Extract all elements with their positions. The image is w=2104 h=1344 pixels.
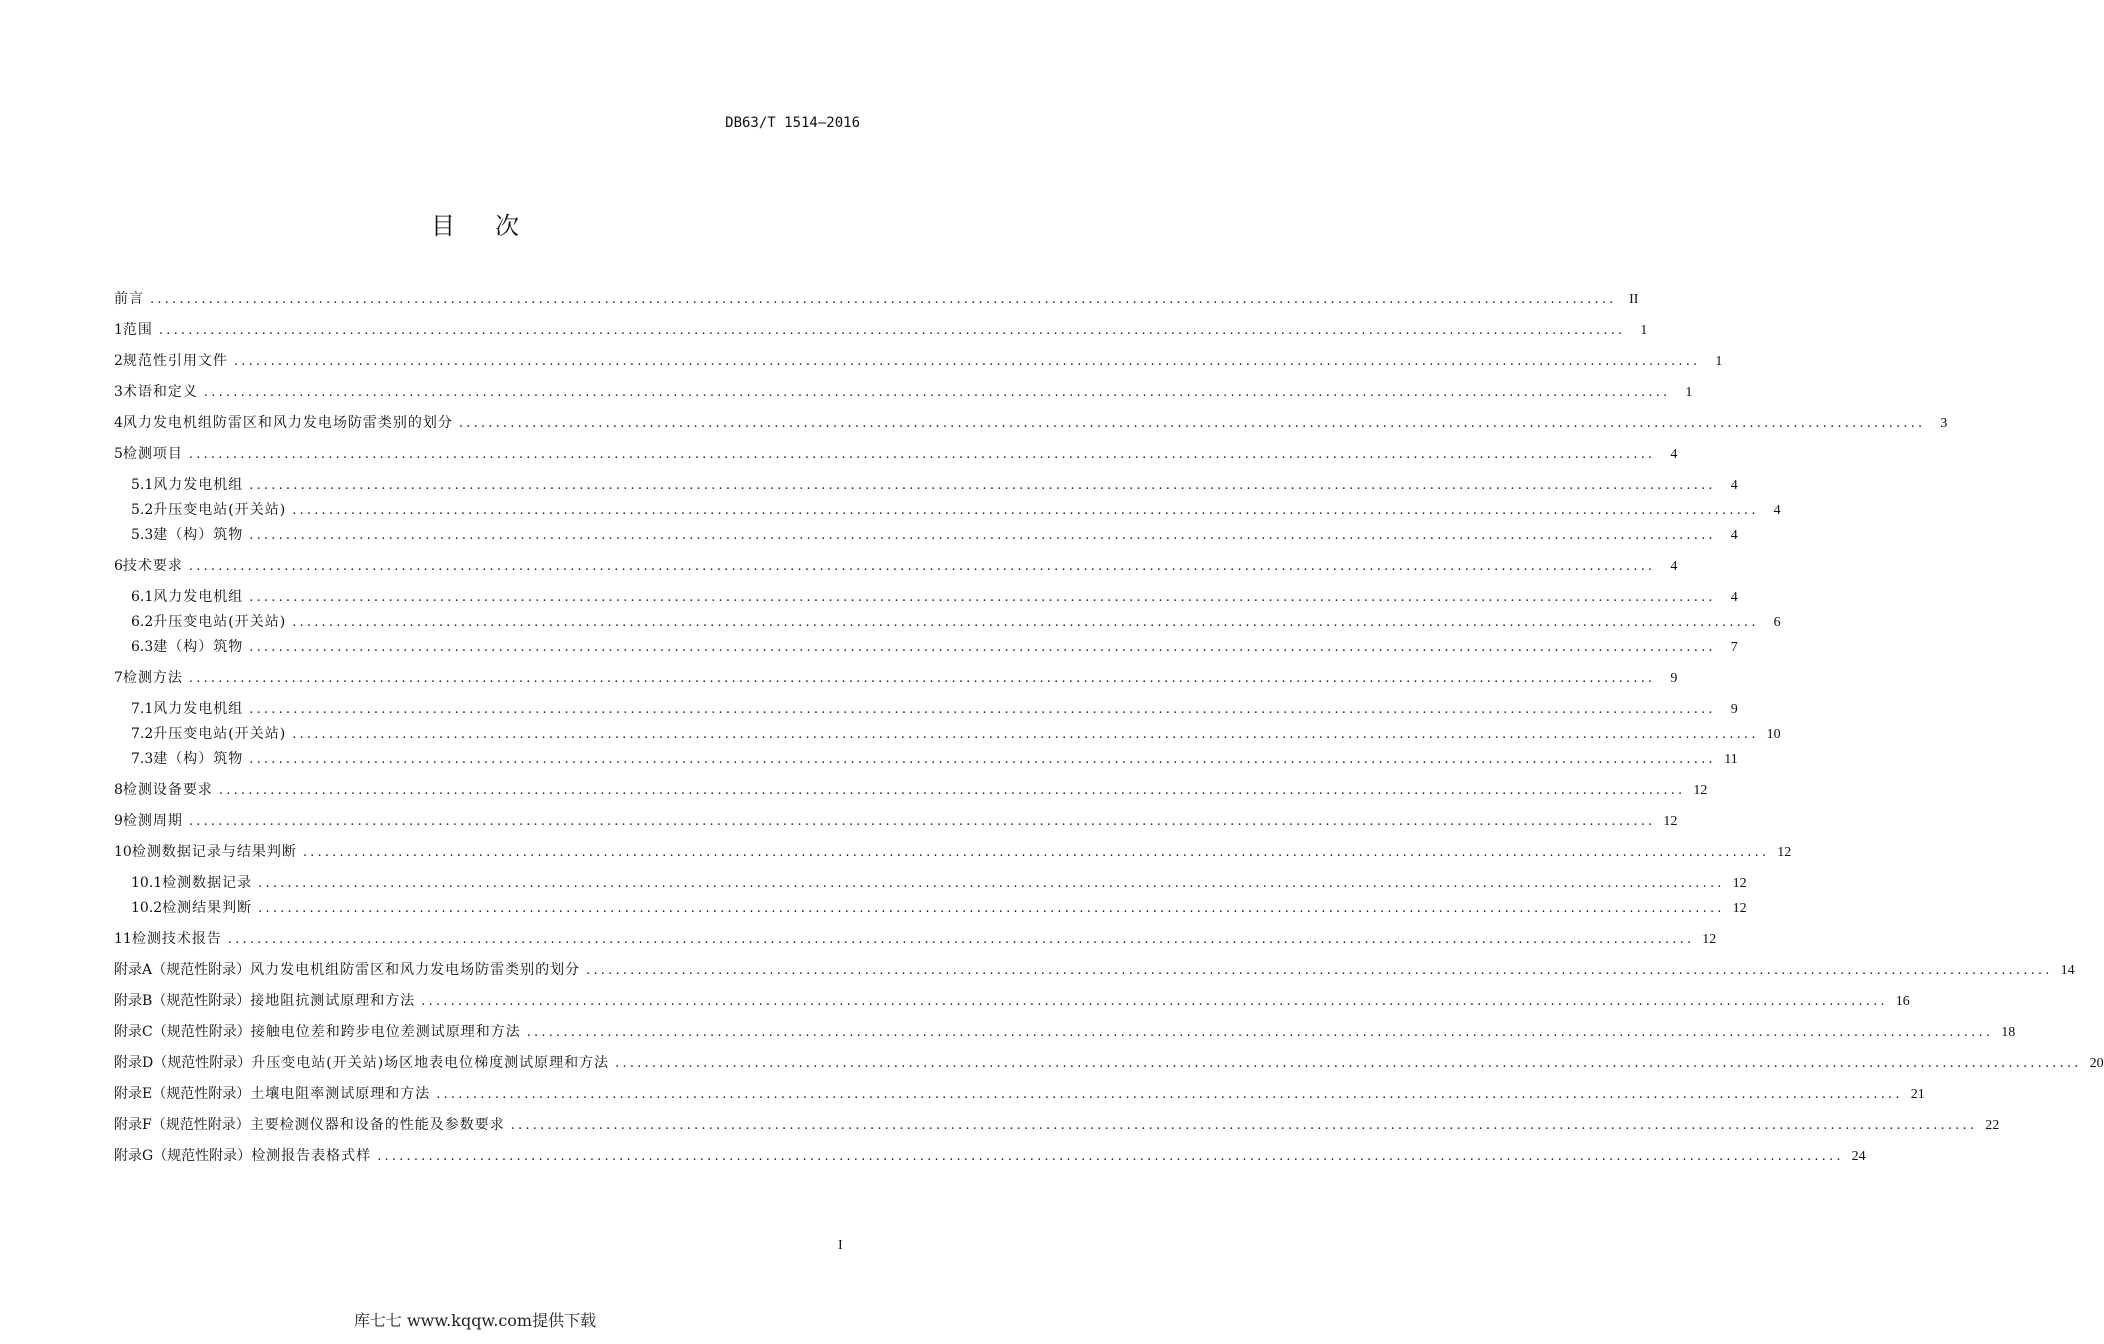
toc-entry[interactable] (114, 636, 1738, 655)
toc-entry-number: 6.3 (131, 639, 154, 655)
toc-entry[interactable] (114, 698, 1738, 717)
toc-entry[interactable] (114, 872, 1747, 891)
toc-entry-page: 4 (1730, 590, 1738, 605)
dot-leader: ........................................................................................................................................................................................................ (158, 323, 1626, 338)
dot-leader: ........................................................................................................................................................................................................ (249, 702, 1716, 717)
toc-entry-title: 建（构）筑物 (153, 639, 244, 655)
toc-entry-page: 4 (1670, 447, 1678, 462)
toc-entry-page: 12 (1693, 783, 1708, 798)
toc-entry-number: 1 (114, 322, 123, 338)
toc-entry-title: 检测项目 (122, 446, 183, 462)
dot-leader: ........................................................................................................................................................................................................ (615, 1056, 2082, 1071)
toc-entry-number: 7 (114, 670, 123, 686)
toc-entry-page: 3 (1940, 416, 1948, 431)
toc-entry-title: 主要检测仪器和设备的性能及参数要求 (249, 1117, 505, 1133)
toc-entry-title: 风力发电机组 (153, 477, 244, 493)
toc-entry-number: 6.2 (131, 614, 154, 630)
toc-entry-title: 风力发电机组 (153, 589, 244, 605)
toc-entry-number: 5 (114, 446, 123, 462)
toc-entry-title: 升压变电站(开关站) (153, 614, 287, 630)
toc-entry-title: 检测数据记录与结果判断 (131, 844, 297, 860)
toc-entry-number: 9 (114, 813, 123, 829)
toc-entry[interactable] (114, 897, 1747, 916)
toc-entry-number: 附录A（规范性附录） (114, 962, 251, 978)
toc-entry-number: 附录G（规范性附录） (114, 1148, 252, 1164)
toc-entry[interactable] (114, 350, 1723, 369)
toc-entry-number: 附录B（规范性附录） (114, 993, 251, 1009)
dot-leader: ........................................................................................................................................................................................................ (188, 814, 1656, 829)
toc-entry-page: 24 (1851, 1149, 1866, 1164)
dot-leader: ........................................................................................................................................................................................................ (150, 292, 1617, 307)
toc-entry[interactable] (114, 1114, 2000, 1133)
toc-entry[interactable] (114, 990, 1910, 1009)
toc-entry-number: 5.2 (131, 502, 154, 518)
dot-leader: ........................................................................................................................................................................................................ (292, 503, 1759, 518)
toc-entry-number: 5.1 (131, 477, 154, 493)
document-number: DB63/T 1514—2016 (725, 115, 860, 131)
toc-entry-title: 范围 (122, 322, 153, 338)
toc-entry[interactable] (114, 381, 1693, 400)
toc-entry-title: 检测设备要求 (122, 782, 213, 798)
dot-leader: ........................................................................................................................................................................................................ (258, 901, 1725, 916)
toc-entry-page: 9 (1730, 702, 1738, 717)
toc-entry-page: 12 (1777, 845, 1792, 860)
toc-entry-title: 建（构）筑物 (153, 751, 244, 767)
dot-leader: ........................................................................................................................................................................................................ (249, 640, 1716, 655)
toc-entry-page: 1 (1715, 354, 1723, 369)
toc-entry-title: 检测结果判断 (162, 900, 253, 916)
page-number: I (838, 1238, 843, 1253)
toc-entry-number: 附录E（规范性附录） (114, 1086, 251, 1102)
toc-entry[interactable] (114, 810, 1678, 829)
dot-leader: ........................................................................................................................................................................................................ (458, 416, 1926, 431)
toc-entry-number: 6.1 (131, 589, 154, 605)
toc-entry-title: 风力发电机组 (153, 701, 244, 717)
dot-leader: ........................................................................................................................................................................................................ (292, 727, 1759, 742)
toc-entry[interactable] (114, 1083, 1925, 1102)
toc-entry[interactable] (114, 748, 1738, 767)
toc-entry[interactable] (114, 319, 1648, 338)
toc-entry-title: 接触电位差和跨步电位差测试原理和方法 (250, 1024, 521, 1040)
dot-leader: ........................................................................................................................................................................................................ (421, 994, 1888, 1009)
table-of-contents (114, 288, 2104, 1164)
dot-leader: ........................................................................................................................................................................................................ (233, 354, 1701, 369)
toc-entry-title: 土壤电阻率测试原理和方法 (250, 1086, 431, 1102)
toc-entry-number: 7.3 (131, 751, 154, 767)
dot-leader: ........................................................................................................................................................................................................ (526, 1025, 1994, 1040)
dot-leader: ........................................................................................................................................................................................................ (249, 528, 1716, 543)
toc-entry[interactable] (114, 1052, 2104, 1071)
watermark: 库七七 www.kqqw.com提供下载 (353, 1311, 597, 1330)
toc-entry-number: 7.1 (131, 701, 154, 717)
toc-entry-title: 升压变电站(开关站) (153, 502, 287, 518)
toc-entry-page: 11 (1724, 752, 1738, 767)
toc-entry-number: 5.3 (131, 527, 154, 543)
toc-entry-page: 12 (1732, 901, 1747, 916)
dot-leader: ........................................................................................................................................................................................................ (188, 447, 1656, 462)
dot-leader: ........................................................................................................................................................................................................ (377, 1149, 1844, 1164)
toc-entry-number: 附录F（规范性附录） (114, 1117, 250, 1133)
toc-entry[interactable] (114, 555, 1678, 574)
toc-entry-title: 升压变电站(开关站)场区地表电位梯度测试原理和方法 (251, 1055, 610, 1071)
toc-entry[interactable] (114, 667, 1678, 686)
dot-leader: ........................................................................................................................................................................................................ (203, 385, 1671, 400)
toc-entry-title: 检测周期 (122, 813, 183, 829)
toc-entry-page: 4 (1730, 478, 1738, 493)
toc-entry-number: 8 (114, 782, 123, 798)
toc-entry[interactable] (114, 1021, 2016, 1040)
toc-entry[interactable] (114, 412, 1948, 431)
toc-entry-title: 规范性引用文件 (122, 353, 228, 369)
toc-entry-title: 风力发电机组防雷区和风力发电场防雷类别的划分 (122, 415, 453, 431)
toc-entry-title: 升压变电站(开关站) (153, 726, 287, 742)
toc-entry-page: 16 (1895, 994, 1910, 1009)
toc-entry[interactable] (114, 959, 2075, 978)
toc-entry-title: 前言 (114, 291, 144, 307)
dot-leader: ........................................................................................................................................................................................................ (436, 1087, 1903, 1102)
toc-entry[interactable] (114, 474, 1738, 493)
toc-entry-title: 技术要求 (122, 558, 183, 574)
toc-entry-title: 接地阻抗测试原理和方法 (250, 993, 416, 1009)
toc-entry-page: 4 (1730, 528, 1738, 543)
toc-entry-page: 4 (1670, 559, 1678, 574)
toc-entry-page: 1 (1640, 323, 1648, 338)
toc-entry-number: 附录C（规范性附录） (114, 1024, 251, 1040)
toc-entry-number: 2 (114, 353, 123, 369)
dot-leader: ........................................................................................................................................................................................................ (227, 932, 1695, 947)
toc-entry-title: 术语和定义 (122, 384, 198, 400)
toc-entry-page: 18 (2001, 1025, 2016, 1040)
toc-entry-title: 风力发电机组防雷区和风力发电场防雷类别的划分 (250, 962, 581, 978)
toc-entry-title: 检测数据记录 (162, 875, 253, 891)
toc-entry[interactable] (114, 443, 1678, 462)
dot-leader: ........................................................................................................................................................................................................ (188, 671, 1656, 686)
toc-entry-number: 10.1 (131, 875, 163, 891)
toc-entry-page: 4 (1773, 503, 1781, 518)
toc-entry[interactable] (114, 499, 1781, 518)
dot-leader: ........................................................................................................................................................................................................ (586, 963, 2053, 978)
dot-leader: ........................................................................................................................................................................................................ (249, 590, 1716, 605)
toc-entry-number: 6 (114, 558, 123, 574)
toc-entry-page: 14 (2060, 963, 2075, 978)
toc-entry[interactable] (114, 723, 1781, 742)
toc-entry-page: 21 (1910, 1087, 1925, 1102)
toc-entry-page: 6 (1773, 615, 1781, 630)
dot-leader: ........................................................................................................................................................................................................ (249, 752, 1716, 767)
dot-leader: ........................................................................................................................................................................................................ (292, 615, 1759, 630)
dot-leader: ........................................................................................................................................................................................................ (258, 876, 1725, 891)
toc-entry-title: 建（构）筑物 (153, 527, 244, 543)
toc-entry[interactable] (114, 928, 1717, 947)
toc-entry-title: 检测报告表格式样 (251, 1148, 372, 1164)
toc-entry-page: 12 (1663, 814, 1678, 829)
dot-leader: ........................................................................................................................................................................................................ (249, 478, 1716, 493)
toc-entry-number: 10.2 (131, 900, 163, 916)
toc-entry-page: 12 (1732, 876, 1747, 891)
toc-entry-page: 7 (1730, 640, 1738, 655)
toc-entry-page: 22 (1985, 1118, 2000, 1133)
toc-entry-number: 7.2 (131, 726, 154, 742)
toc-entry[interactable] (114, 524, 1738, 543)
toc-entry-title: 检测技术报告 (131, 931, 222, 947)
toc-entry[interactable] (114, 841, 1792, 860)
toc-entry-number: 11 (114, 931, 132, 947)
toc-entry-title: 检测方法 (122, 670, 183, 686)
toc-entry-page: 10 (1766, 727, 1781, 742)
toc-entry-page: 1 (1685, 385, 1693, 400)
toc-entry-number: 10 (114, 844, 132, 860)
toc-entry-page: 20 (2089, 1056, 2104, 1071)
toc-entry-number: 附录D（规范性附录） (114, 1055, 252, 1071)
dot-leader: ........................................................................................................................................................................................................ (302, 845, 1770, 860)
toc-entry[interactable] (114, 586, 1738, 605)
dot-leader: ........................................................................................................................................................................................................ (188, 559, 1656, 574)
toc-entry-page: 12 (1702, 932, 1717, 947)
toc-entry-page: 9 (1670, 671, 1678, 686)
toc-entry-number: 4 (114, 415, 123, 431)
toc-entry-page: II (1629, 292, 1639, 307)
toc-entry[interactable] (114, 779, 1708, 798)
page-title: 目次 (431, 212, 559, 240)
dot-leader: ........................................................................................................................................................................................................ (218, 783, 1686, 798)
toc-entry[interactable] (114, 611, 1781, 630)
toc-entry-number: 3 (114, 384, 123, 400)
toc-entry[interactable] (114, 288, 1639, 307)
dot-leader: ........................................................................................................................................................................................................ (510, 1118, 1978, 1133)
toc-entry[interactable] (114, 1145, 1866, 1164)
